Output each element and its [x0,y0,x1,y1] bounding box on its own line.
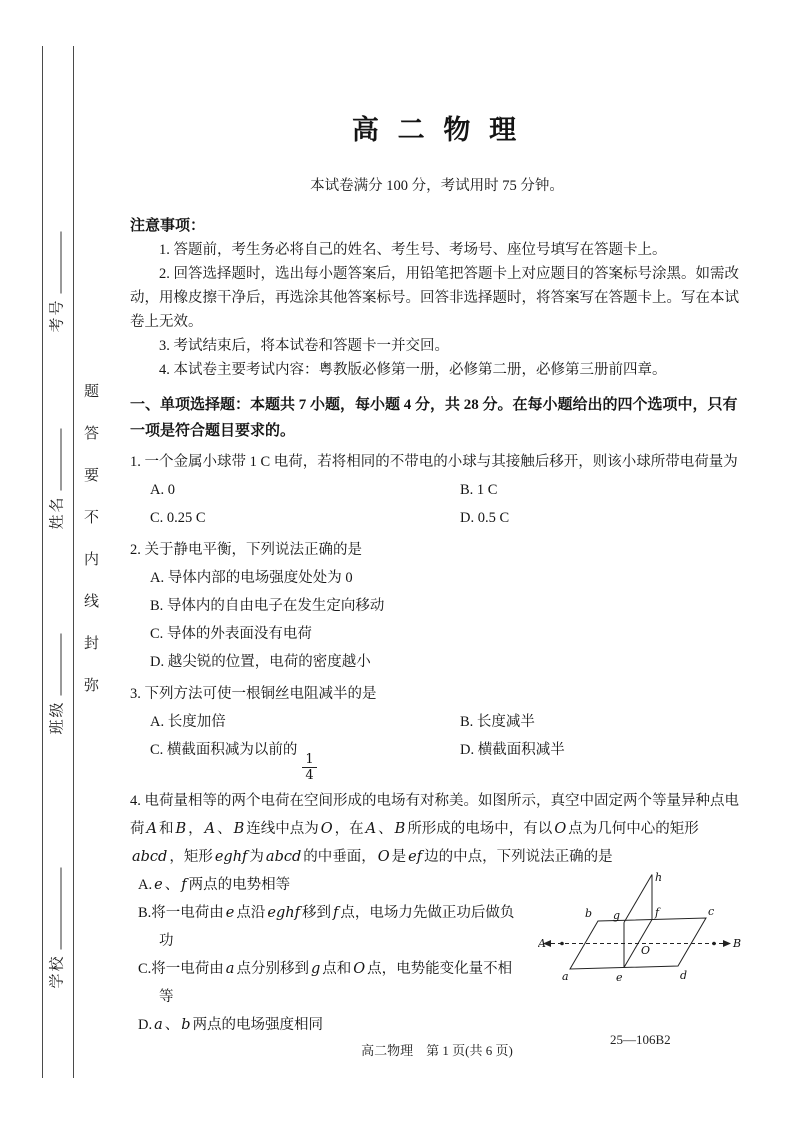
charge-B-dot [712,942,716,946]
seal-margin-outer-line [42,46,43,1078]
class-blank-line [48,633,62,695]
notice-item-3: 3. 考试结束后，将本试卷和答题卡一并交回。 [159,338,449,354]
right-arrowhead-icon [723,940,731,947]
question-2-option-a: A. 导体内部的电场强度处处为 0 [150,570,353,586]
notice-heading: 注意事项： [130,218,206,234]
math-variable: g [310,961,321,977]
math-variable: A [365,821,377,837]
question-3-option-c [150,736,460,783]
notice-item-4: 4. 本试卷主要考试内容：粤教版必修第一册，必修第二册，必修第三册前四章。 [159,362,667,378]
name-blank-line [48,428,62,490]
math-variable: B [394,821,406,837]
question-3-option-c-text: C. 横截面积减为以前的 [150,742,298,758]
seal-line-text: 题答要不内线封弥 [82,383,98,719]
math-variable: O [320,821,333,837]
figure-lines [551,875,723,970]
question-3-option-d: D. 横截面积减半 [460,742,565,758]
question-3-stem: 3. 下列方法可使一根铜丝电阻减半的是 [130,686,377,702]
question-1-options [130,476,744,532]
exam-content [130,100,744,1039]
margin-field-school [46,867,67,988]
figure-label-a: a [562,970,569,983]
math-variable: e [225,905,235,921]
math-variable: O [377,849,390,865]
line-gh [624,875,652,923]
question-3 [130,680,744,783]
seal-margin-inner-line [73,46,74,1078]
charge-A-dot [560,942,564,946]
figure-label-b: b [585,907,593,920]
math-variable: abcd [265,849,302,865]
paper-code: 25—106B2 [610,1032,671,1047]
school-blank-line [48,867,62,949]
question-1 [130,448,744,532]
question-2-option-b: B. 导体内的自由电子在发生定向移动 [150,598,385,614]
figure-label-h: h [655,871,663,884]
math-variable: e [154,877,163,893]
math-variable: O [353,961,366,977]
question-1-stem: 1. 一个金属小球带 1 C 电荷，若将相同的不带电的小球与其接触后移开，则该小球所带电荷量为 [130,454,738,470]
section-heading: 一、单项选择题：本题共 7 小题，每小题 4 分，共 28 分。在每小题给出的四个选项中，只有一项是符合题目要求的。 [130,397,738,439]
notice-item-1: 1. 答题前，考生务必将自己的姓名、考生号、考场号、座位号填写在答题卡上。 [159,242,667,258]
math-variable: A [146,821,157,837]
question-4-stem: 4. 电荷量相等的两个电荷在空间形成的电场有对称美。如图所示，真空中固定两个等量异种点电荷 A 和 B ， A 、 B 连线中点为 O ，在 A 、 B 所形成的电场中，有以 O 点为几何中心的矩形abcd ，矩形 eghf 为 abcd 的中垂面， O 是 ef 边的中点，下列说法正确的是 [130,793,739,865]
question-2-option-d: D. 越尖锐的位置，电荷的密度越小 [150,654,371,670]
exam-info-line: 本试卷满分 100 分，考试用时 75 分钟。 [310,178,564,194]
question-4-option-c: C.将一电荷由 a 点分别移到 g 点和 O 点，电势能变化量不相等 [138,961,513,1005]
exam-title: 高 二 物 理 [351,115,523,145]
question-4-options [138,871,522,1039]
math-variable: eghf [214,849,248,865]
math-variable: B [233,821,245,837]
page-footer: 高二物理 第 1 页(共 6 页) [361,1043,513,1058]
math-variable: f [332,905,339,921]
math-variable: a [154,1017,163,1033]
figure-label-e: e [616,971,623,984]
figure-label-A: A [538,937,546,950]
question-2-option-c: C. 导体的外表面没有电荷 [150,626,312,642]
margin-field-class [46,633,67,734]
question-4-option-a: A. e 、 f 两点的电势相等 [138,877,291,893]
math-variable: abcd [132,849,168,865]
question-1-option-d: D. 0.5 C [460,510,510,526]
question-2-stem: 2. 关于静电平衡，下列说法正确的是 [130,542,362,558]
figure-label-g: g [613,909,621,922]
one-fourth-fraction [302,752,316,783]
math-variable: b [181,1017,191,1033]
math-variable: A [204,821,216,837]
fraction-denominator: 4 [305,768,314,783]
question-3-option-b: B. 长度减半 [460,714,535,730]
math-variable: a [225,961,235,977]
math-variable: O [554,821,567,837]
question-2-options [130,564,744,676]
question-2 [130,536,744,676]
question-3-options [130,708,744,783]
question-1-option-a: A. 0 [150,482,175,498]
margin-field-name [46,428,67,529]
notice-list [130,238,744,382]
question-4 [130,787,744,1039]
fraction-numerator: 1 [302,752,316,768]
math-variable: ef [408,849,423,865]
notice-item-2: 2. 回答选择题时，选出每小题答案后，用铅笔把答题卡上对应题目的答案标号涂黑。如需改动，用橡皮擦干净后，再选涂其他答案标号。回答非选择题时，将答案写在答题卡上。写在本试卷上无效。 [130,266,739,330]
name-label: 姓名 [49,495,66,530]
math-variable: eghf [267,905,300,921]
margin-field-exam-number [46,231,67,332]
question-1-option-b: B. 1 C [460,482,498,498]
school-label: 学校 [49,954,66,989]
figure-label-O: O [641,944,651,957]
figure-label-B: B [733,937,742,950]
figure-label-c: c [708,905,715,918]
math-variable: B [175,821,187,837]
figure-label-f: f [655,906,660,919]
class-label: 班级 [49,700,66,735]
math-variable: f [181,877,187,893]
question-1-option-c: C. 0.25 C [150,510,206,526]
exam-number-label: 考号 [49,298,66,333]
question-4-option-b: B.将一电荷由 e 点沿 eghf 移到 f 点，电场力先做正功后做负功 [138,905,515,949]
figure-label-d: d [680,969,688,982]
question-3-option-a: A. 长度加倍 [150,714,226,730]
question-4-option-d: D. a 、 b 两点的电场强度相同 [138,1017,324,1033]
exam-number-blank-line [48,231,62,293]
question-4-figure [538,871,743,989]
